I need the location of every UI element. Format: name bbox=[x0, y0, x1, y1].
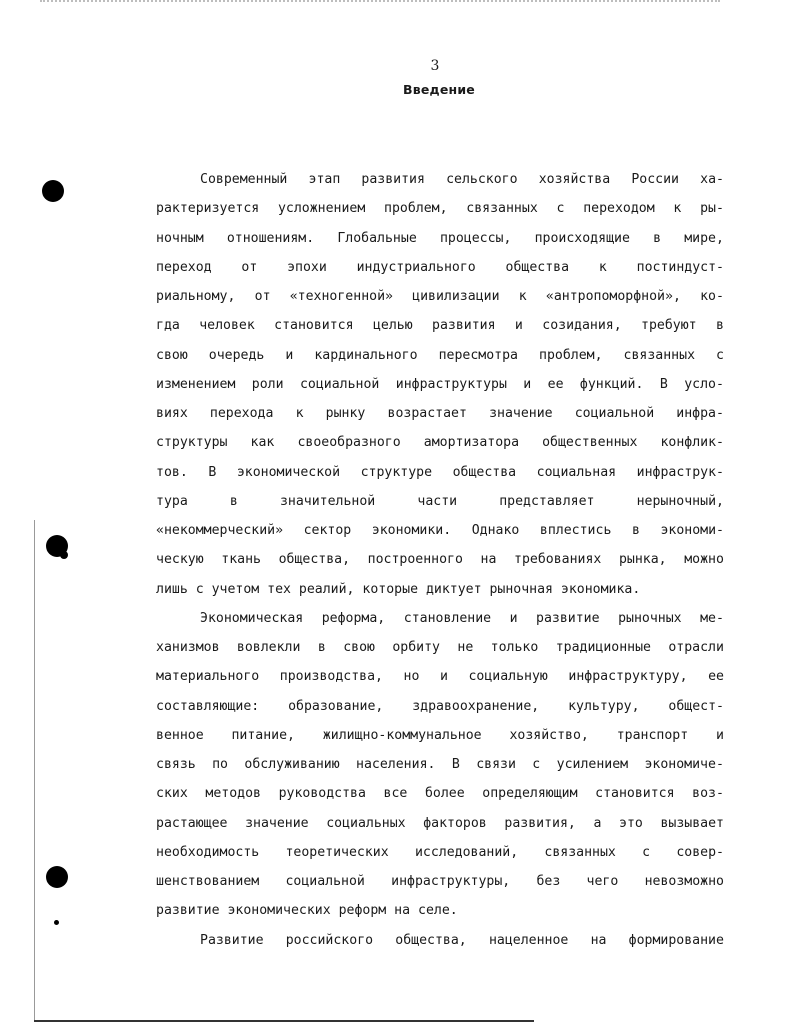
text-line: венное питание, жилищно-коммунальное хозяйство, транспорт и bbox=[156, 727, 724, 743]
section-title: Введение bbox=[403, 82, 475, 97]
binder-hole-bottom bbox=[46, 866, 68, 888]
text-line: переход от эпохи индустриального общества к постиндуст- bbox=[156, 259, 724, 275]
text-line: ночным отношениям. Глобальные процессы, происходящие в мире, bbox=[156, 230, 724, 246]
scan-bottom-edge bbox=[34, 1020, 534, 1022]
text-line: тов. В экономической структуре общества социальная инфраструк- bbox=[156, 464, 724, 480]
text-line: связь по обслуживанию населения. В связи с усилением экономиче- bbox=[156, 757, 724, 772]
text-line: структуры как своеобразного амортизатора общественных конфлик- bbox=[156, 435, 724, 451]
text-line: Экономическая реформа, становление и развитие рыночных ме- bbox=[200, 610, 724, 626]
text-line: Современный этап развития сельского хозяйства России ха- bbox=[200, 172, 724, 187]
scan-left-margin-line bbox=[34, 520, 35, 1020]
text-line: составляющие: образование, здравоохранение, культуру, общест- bbox=[156, 698, 724, 714]
text-line: рактеризуется усложнением проблем, связанных с переходом к ры- bbox=[156, 201, 724, 217]
text-line: «некоммерческий» сектор экономики. Однако вплестись в экономи- bbox=[156, 523, 724, 538]
text-line: виях перехода к рынку возрастает значение социальной инфра- bbox=[156, 406, 724, 421]
text-line: гда человек становится целью развития и созидания, требуют в bbox=[156, 318, 724, 334]
text-line: Развитие российского общества, нацеленное на формирование bbox=[200, 932, 724, 948]
text-line: тура в значительной части представляет нерыночный, bbox=[156, 493, 724, 509]
binder-hole-top bbox=[42, 180, 64, 202]
scan-speck bbox=[54, 920, 59, 925]
text-line: необходимость теоретических исследований, связанных с совер- bbox=[156, 844, 724, 860]
text-line: изменением роли социальной инфраструктуры и ее функций. В усло- bbox=[156, 376, 724, 392]
text-line: ских методов руководства все более определяющим становится воз- bbox=[156, 786, 724, 802]
text-line: лишь с учетом тех реалий, которые диктует рыночная экономика. bbox=[156, 581, 641, 597]
scan-top-edge bbox=[40, 0, 720, 6]
text-line: свою очередь и кардинального пересмотра проблем, связанных с bbox=[156, 347, 724, 363]
text-line: ческую ткань общества, построенного на требованиях рынка, можно bbox=[156, 552, 724, 568]
text-line: развитие экономических реформ на селе. bbox=[156, 903, 458, 919]
text-line: материального производства, но и социальную инфраструктуру, ее bbox=[156, 669, 724, 685]
text-line: ханизмов вовлекли в свою орбиту не только традиционные отрасли bbox=[156, 640, 724, 655]
binder-hole-middle bbox=[46, 535, 68, 557]
text-line: шенствованием социальной инфраструктуры, без чего невозможно bbox=[156, 874, 724, 889]
text-line: растающее значение социальных факторов развития, а это вызывает bbox=[156, 815, 724, 831]
page-number: 3 bbox=[430, 58, 440, 74]
text-line: риальному, от «техногенной» цивилизации к «антропоморфной», ко- bbox=[156, 289, 724, 304]
body-text bbox=[156, 170, 724, 960]
